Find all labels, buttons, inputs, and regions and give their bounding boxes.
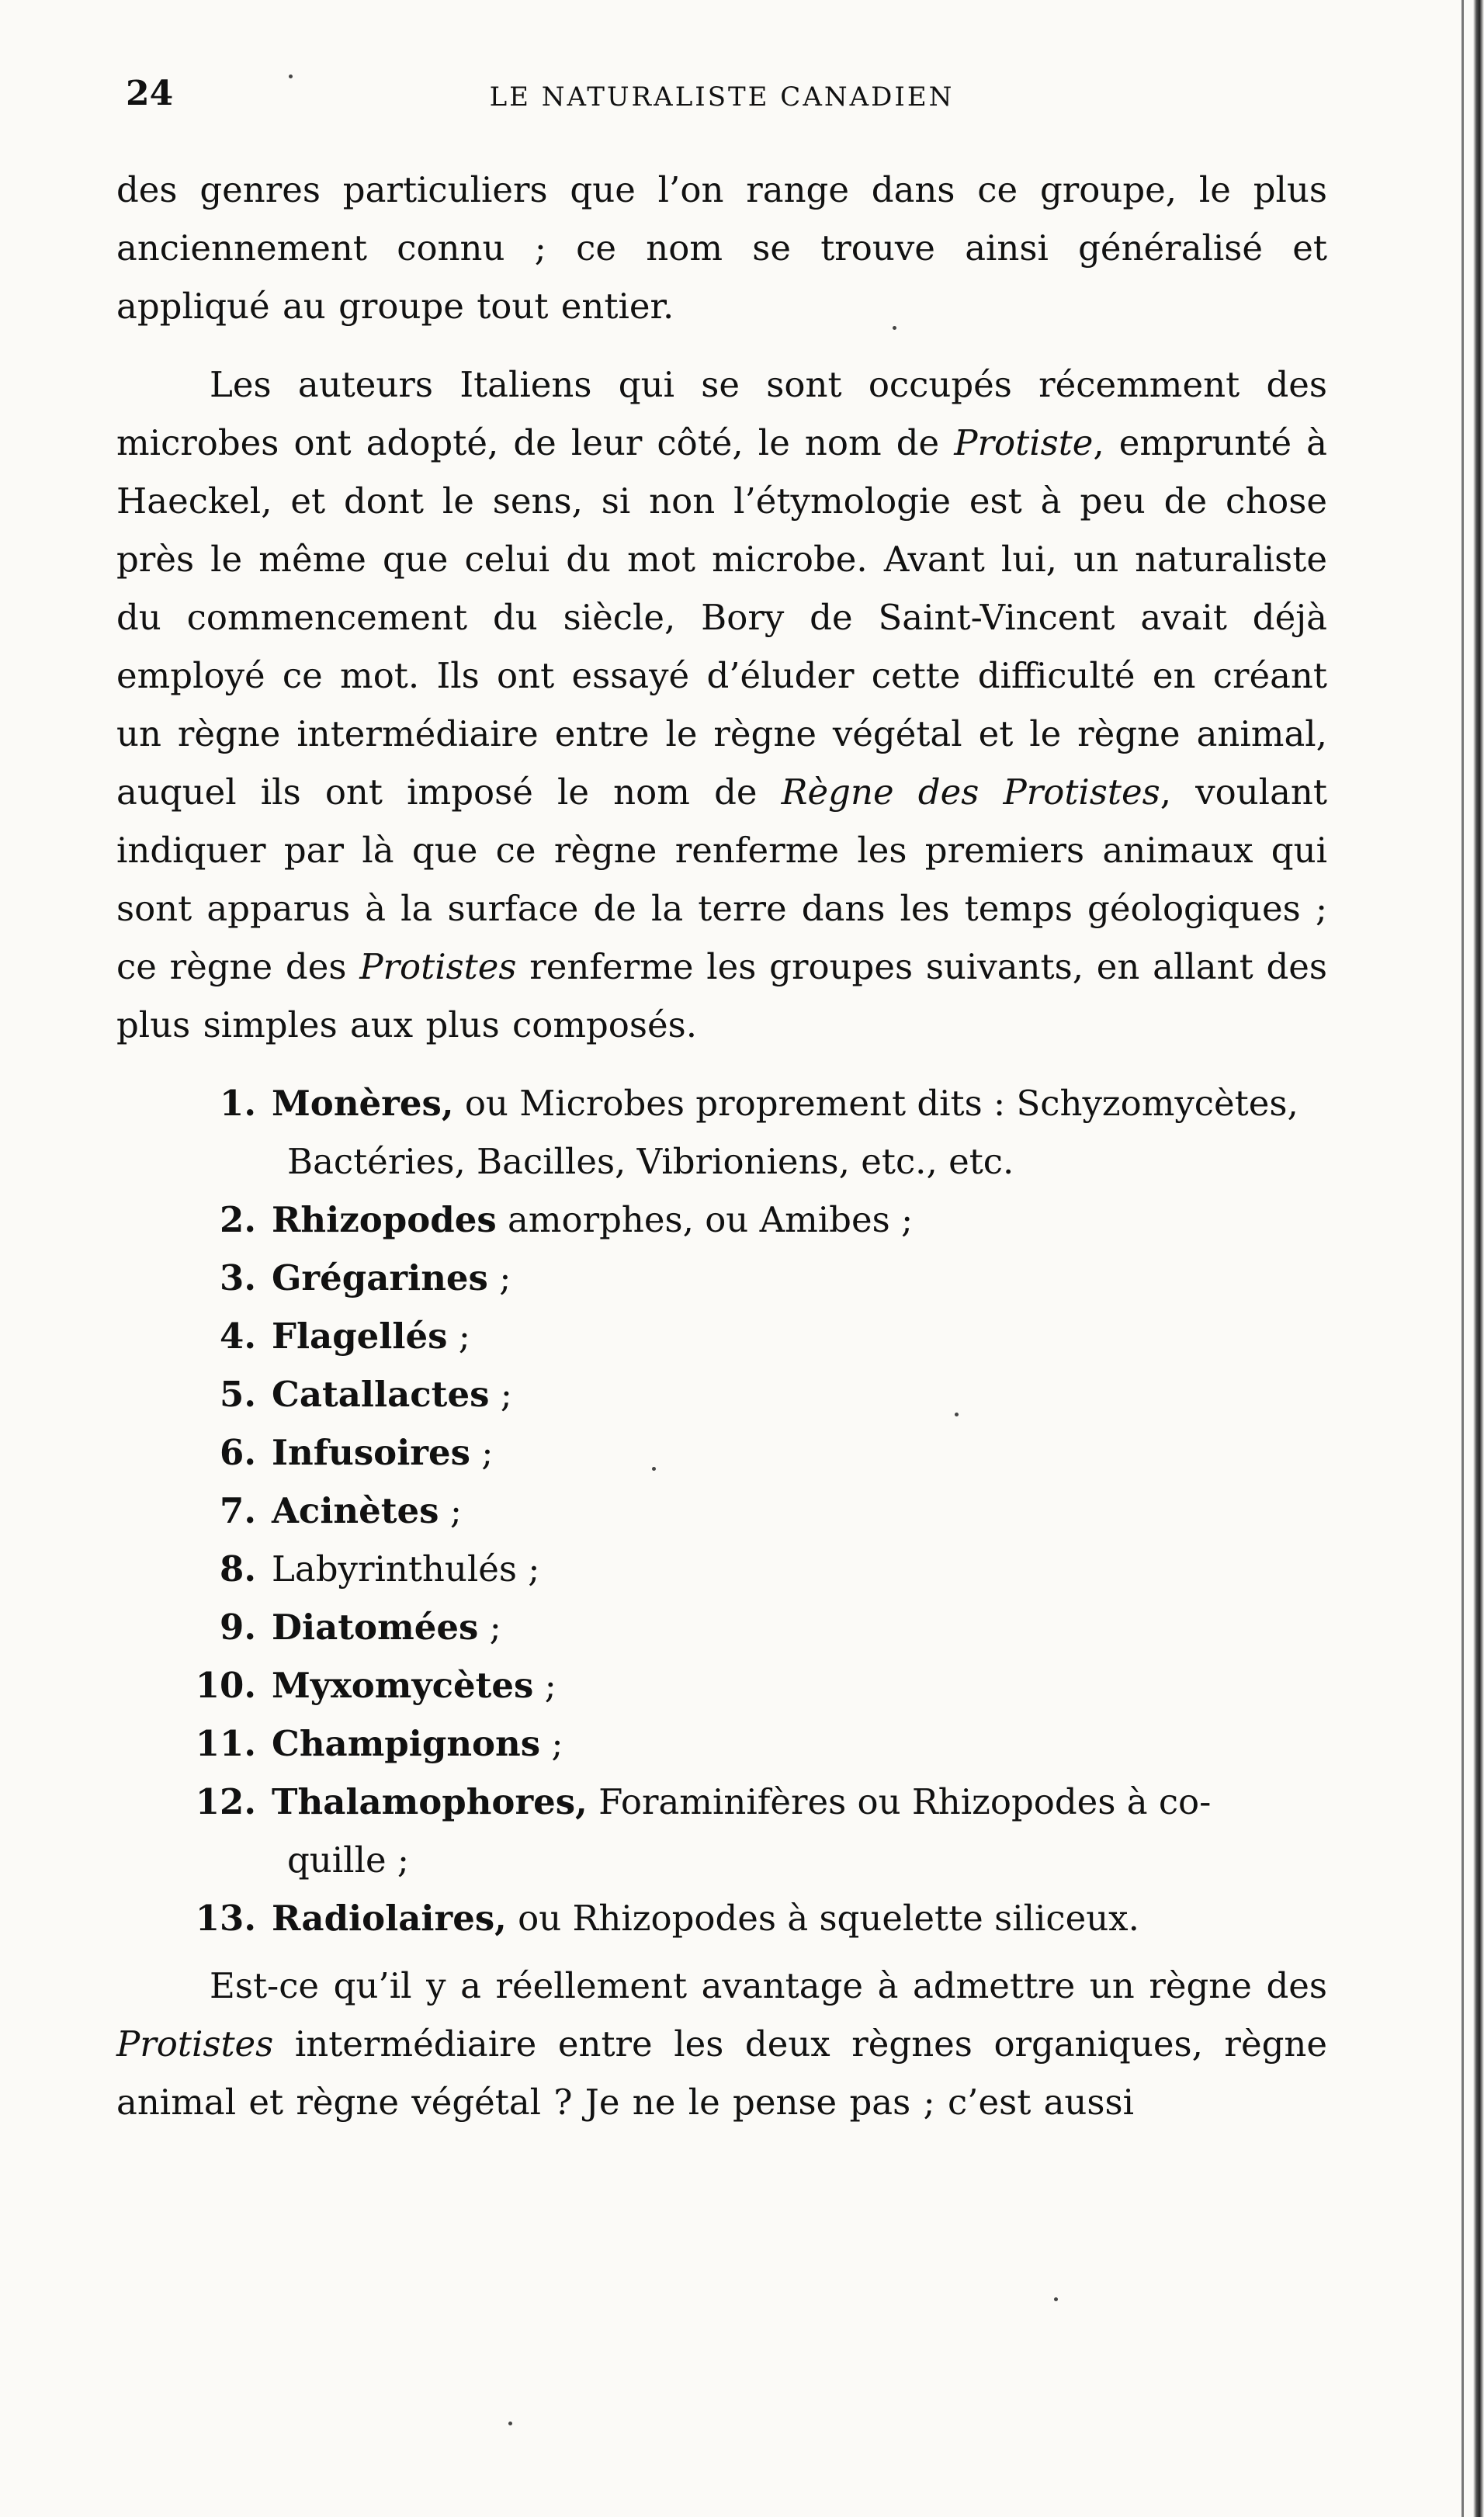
paragraph-protistes xyxy=(116,355,1327,1054)
list-item xyxy=(116,1889,1327,1947)
scan-speck xyxy=(1054,2297,1058,2301)
italic-term: Règne des Protistes xyxy=(781,771,1160,813)
list-item xyxy=(116,1598,1327,1656)
item-name: Labyrinthulés xyxy=(272,1548,517,1590)
item-description: ; xyxy=(540,1723,563,1764)
item-number: 11. xyxy=(195,1723,256,1764)
list-item xyxy=(116,1423,1327,1482)
item-continuation: Bactéries, Bacilles, Vibrioniens, etc., etc. xyxy=(287,1141,1014,1182)
item-name: Diatomées xyxy=(272,1607,479,1648)
item-name: Grégarines xyxy=(272,1257,488,1298)
item-continuation: quille ; xyxy=(287,1839,410,1881)
item-name: Thalamophores, xyxy=(272,1781,588,1822)
item-number: 13. xyxy=(195,1898,256,1939)
list-item xyxy=(116,1191,1327,1249)
item-number: 5. xyxy=(220,1374,256,1415)
item-description: ; xyxy=(487,1257,511,1298)
item-number: 10. xyxy=(195,1665,256,1706)
text-run: , emprunté à Haeckel, et dont le sens, si non l’étymologie est à peu de chose près le même que celui du mot microbe. Avant lui, un naturaliste du commencement du siècle, Bory de Saint-Vincent avait déjà employé ce mot. Ils ont essayé d’éluder cette difficulté en créant un règne intermédiaire entre le règne végétal et le règne animal, auquel ils ont imposé le nom de xyxy=(116,422,1327,813)
item-name: Acinètes xyxy=(272,1490,439,1531)
item-description: ; xyxy=(447,1316,470,1357)
item-description: ; xyxy=(439,1490,462,1531)
item-number: 4. xyxy=(220,1316,256,1357)
list-item xyxy=(116,1365,1327,1423)
item-number: 8. xyxy=(220,1548,256,1590)
item-number: 12. xyxy=(195,1781,256,1822)
item-name: Radiolaires, xyxy=(272,1898,507,1939)
item-description: ou Rhizopodes à squelette siliceux. xyxy=(506,1898,1139,1939)
item-number: 3. xyxy=(220,1257,256,1298)
item-description: amorphes, ou Amibes ; xyxy=(496,1199,914,1240)
item-name: Catallactes xyxy=(272,1374,490,1415)
list-item xyxy=(116,1074,1327,1191)
text-run: , voulant indiquer par là que ce règne renferme les premiers animaux qui sont apparus à la surface de la terre dans les temps géologiques ; ce règne des xyxy=(116,771,1327,987)
item-name: Monères, xyxy=(272,1083,454,1124)
book-page xyxy=(116,74,1327,2151)
italic-term: Protiste xyxy=(954,422,1094,463)
text-run: Les auteurs Italiens qui se sont occupés récemment des microbes ont adopté, de leur côté, le nom de xyxy=(116,364,1327,463)
scan-edge-thin-line xyxy=(1461,0,1464,2517)
item-name: Flagellés xyxy=(272,1316,448,1357)
item-description: ; xyxy=(470,1432,494,1473)
item-name: Rhizopodes xyxy=(272,1199,497,1240)
page-header xyxy=(116,74,1327,136)
item-number: 9. xyxy=(220,1607,256,1648)
list-item xyxy=(116,1249,1327,1307)
running-head: LE NATURALISTE CANADIEN xyxy=(489,81,955,113)
item-number: 7. xyxy=(220,1490,256,1531)
list-item xyxy=(116,1307,1327,1365)
item-description: ou Microbes proprement dits : Schyzomycètes, xyxy=(453,1083,1298,1124)
item-description: ; xyxy=(533,1665,556,1706)
item-description: ; xyxy=(478,1607,501,1648)
item-name: Infusoires xyxy=(272,1432,470,1473)
list-item xyxy=(116,1482,1327,1540)
paragraph-continuation: des genres particuliers que l’on range dans ce groupe, le plus anciennement connu ; ce nom se trouve ainsi généralisé et appliqué au groupe tout entier. xyxy=(116,169,1327,327)
list-item xyxy=(116,1656,1327,1714)
item-name: Champignons xyxy=(272,1723,541,1764)
text-run: intermédiaire entre les deux règnes organiques, règne animal et règne végétal ? Je ne le pense pas ; c’est aussi xyxy=(116,2023,1327,2123)
page-number: 24 xyxy=(126,74,174,113)
list-item xyxy=(116,1773,1327,1889)
item-number: 1. xyxy=(220,1083,256,1124)
groups-list xyxy=(116,1074,1327,1947)
italic-term: Protistes xyxy=(359,946,517,987)
text-run: renferme les groupes suivants, en allant des plus simples aux plus composés. xyxy=(116,946,1327,1045)
item-number: 2. xyxy=(220,1199,256,1240)
item-number: 6. xyxy=(220,1432,256,1473)
list-item xyxy=(116,1540,1327,1598)
item-description: Foraminifères ou Rhizopodes à co- xyxy=(587,1781,1212,1822)
item-description: ; xyxy=(489,1374,512,1415)
scan-speck xyxy=(508,2422,512,2425)
italic-term: Protistes xyxy=(116,2023,274,2065)
scan-edge-shadow xyxy=(1473,0,1484,2517)
list-item xyxy=(116,1714,1327,1773)
item-name: Myxomycètes xyxy=(272,1665,534,1706)
text-run: Est-ce qu’il y a réellement avantage à admettre un règne des xyxy=(210,1965,1327,2006)
item-description: ; xyxy=(517,1548,540,1590)
paragraph-question xyxy=(116,1957,1327,2131)
